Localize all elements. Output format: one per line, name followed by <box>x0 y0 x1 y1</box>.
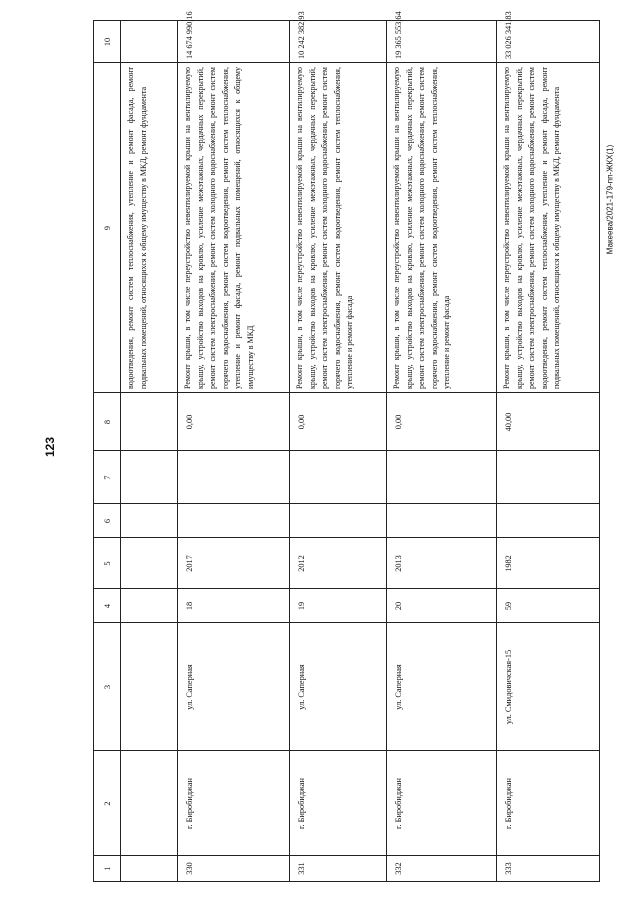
cell-text: 33 026 341,83 <box>504 11 513 59</box>
works-text: Ремонт крыши, в том числе переустройство невентилируемой крыши на вентилируемую крышу, устройство выходов на кровлю, усиление межэтажных, чердачных перекрытий, ремонт систем электроснабжения, ремонт систем холодного водоснабжения, ремонт систем горячего водоснабжения, ремонт систем водоотведения, ремонт систем теплоснабжения, утепление и ремонт фасада, ремонт подвальных помещений, относящихся к общему имуществу в МКД <box>183 67 255 389</box>
table-cell <box>121 751 177 856</box>
table-cell <box>290 623 386 751</box>
table-cell <box>94 21 120 63</box>
table-cell <box>94 451 120 504</box>
table-cell <box>497 623 599 751</box>
table-cell <box>121 393 177 451</box>
cell-text: 333 <box>504 862 513 875</box>
table-cell <box>290 393 386 451</box>
cell-text: 10 <box>103 37 112 47</box>
rotated-table <box>93 11 600 882</box>
cell-text: 4 <box>103 603 112 609</box>
table-cell <box>178 751 289 856</box>
cell-text: 40,00 <box>504 412 513 432</box>
cell-text: 2013 <box>394 555 403 572</box>
table-cell <box>178 856 289 881</box>
table-cell <box>178 589 289 623</box>
cell-text: 331 <box>297 862 306 875</box>
continuation-row <box>121 21 178 881</box>
table-cell <box>387 393 496 451</box>
table-cell <box>94 504 120 538</box>
works-text: Ремонт крыши, в том числе переустройство невентилируемой крыши на вентилируемую крышу, устройство выходов на кровлю, усиление межэтажных, чердачных перекрытий, ремонт систем электроснабжения, ремонт систем холодного водоснабжения, ремонт систем горячего водоснабжения, ремонт систем водоотведения, ремонт систем теплоснабжения, утепление и ремонт фасада <box>295 67 355 389</box>
cell-text: 5 <box>103 561 112 566</box>
table-row <box>497 11 599 881</box>
table-cell <box>497 538 599 589</box>
cell-text: 14 674 990,16 <box>185 11 194 59</box>
cell-text: 332 <box>394 862 403 875</box>
cell-text: 10 242 382,93 <box>297 11 306 59</box>
cell-text: г. Биробиджан <box>297 778 306 829</box>
table-cell <box>387 856 496 881</box>
table-cell <box>121 21 177 63</box>
cell-text: г. Биробиджан <box>394 778 403 829</box>
table-cell <box>387 751 496 856</box>
table-cell <box>387 504 496 538</box>
cell-text: 6 <box>103 518 112 524</box>
table-cell <box>121 623 177 751</box>
table-cell <box>290 504 386 538</box>
table-row <box>290 11 387 881</box>
table-cell <box>387 589 496 623</box>
table-cell <box>178 63 289 393</box>
table-cell <box>497 856 599 881</box>
table-cell <box>121 856 177 881</box>
cell-text: г. Биробиджан <box>185 778 194 829</box>
table-cell <box>178 623 289 751</box>
cell-text: 9 <box>103 225 112 231</box>
table-cell <box>497 11 599 63</box>
table-cell <box>94 856 120 881</box>
table-cell <box>290 538 386 589</box>
table-cell <box>121 63 177 393</box>
table-cell <box>178 451 289 504</box>
table-cell <box>178 11 289 63</box>
cell-text: 2017 <box>185 555 194 572</box>
header-row <box>94 21 121 881</box>
table-cell <box>387 11 496 63</box>
table-cell <box>178 504 289 538</box>
cell-text: 0,00 <box>394 414 403 430</box>
cell-text: 1 <box>103 866 112 871</box>
table-cell <box>290 451 386 504</box>
table-cell <box>387 63 496 393</box>
cell-text: ул. Саперная <box>394 664 403 710</box>
cell-text: 2 <box>103 801 112 806</box>
footer-code: Макеева/2021-179-пп-ЖКХ(1) <box>605 144 615 255</box>
cell-text: ул. Смидовичская-15 <box>504 649 513 725</box>
cell-text: г. Биробиджан <box>504 778 513 829</box>
table-cell <box>94 751 120 856</box>
table-cell <box>121 504 177 538</box>
page-number: 123 <box>43 436 57 457</box>
table-cell <box>497 589 599 623</box>
cell-text: 19 365 553,64 <box>394 11 403 59</box>
table-cell <box>290 751 386 856</box>
table-cell <box>121 538 177 589</box>
cell-text: 1982 <box>504 555 513 572</box>
cell-text: ул. Саперная <box>185 664 194 710</box>
table-row <box>387 11 497 881</box>
table-cell <box>290 589 386 623</box>
table-cell <box>497 504 599 538</box>
works-text: Ремонт крыши, в том числе переустройство невентилируемой крыши на вентилируемую крышу, устройство выходов на кровлю, усиление межэтажных, чердачных перекрытий, ремонт систем электроснабжения, ремонт систем холодного водоснабжения, ремонт систем горячего водоснабжения, ремонт систем водоотведения, ремонт систем теплоснабжения, утепление и ремонт фасада <box>392 67 452 389</box>
table-cell <box>94 623 120 751</box>
table-cell <box>497 63 599 393</box>
table-cell <box>94 589 120 623</box>
table-cell <box>94 63 120 393</box>
cell-text: 18 <box>185 601 194 611</box>
table-cell <box>497 751 599 856</box>
document-footer <box>605 100 615 300</box>
cell-text: 59 <box>504 601 513 611</box>
table-cell <box>290 11 386 63</box>
table-cell <box>387 451 496 504</box>
cell-text: 0,00 <box>297 414 306 430</box>
table-cell <box>497 451 599 504</box>
table-cell <box>94 538 120 589</box>
table-row <box>178 11 290 881</box>
cell-text: 3 <box>103 684 112 690</box>
cell-text: 20 <box>394 601 403 611</box>
table-cell <box>178 538 289 589</box>
table-cell <box>290 63 386 393</box>
cell-text: 0,00 <box>185 414 194 430</box>
cell-text: 330 <box>185 862 194 875</box>
table-cell <box>121 451 177 504</box>
table-cell <box>497 393 599 451</box>
cell-text: 19 <box>297 601 306 611</box>
works-text: водоотведения, ремонт систем теплоснабжения, утепление и ремонт фасада, ремонт подвальных помещений, относящихся к общему имуществу в МКД, ремонт фундамента <box>126 67 148 389</box>
cell-text: 7 <box>103 475 112 480</box>
table-cell <box>94 393 120 451</box>
cell-text: ул. Саперная <box>297 664 306 710</box>
table-cell <box>178 393 289 451</box>
cell-text: 2012 <box>297 555 306 572</box>
table-cell <box>121 589 177 623</box>
table-cell <box>290 856 386 881</box>
table-cell <box>387 538 496 589</box>
works-text: Ремонт крыши, в том числе переустройство невентилируемой крыши на вентилируемую крышу, устройство выходов на кровлю, усиление межэтажных, чердачных перекрытий, ремонт систем электроснабжения, ремонт систем холодного водоснабжения, ремонт систем водоотведения, ремонт систем теплоснабжения, утепление и ремонт фасада, ремонт подвальных помещений, относящихся к общему имуществу в МКД, ремонт фундамента <box>502 67 562 389</box>
cell-text: 8 <box>103 419 112 425</box>
table-cell <box>387 623 496 751</box>
